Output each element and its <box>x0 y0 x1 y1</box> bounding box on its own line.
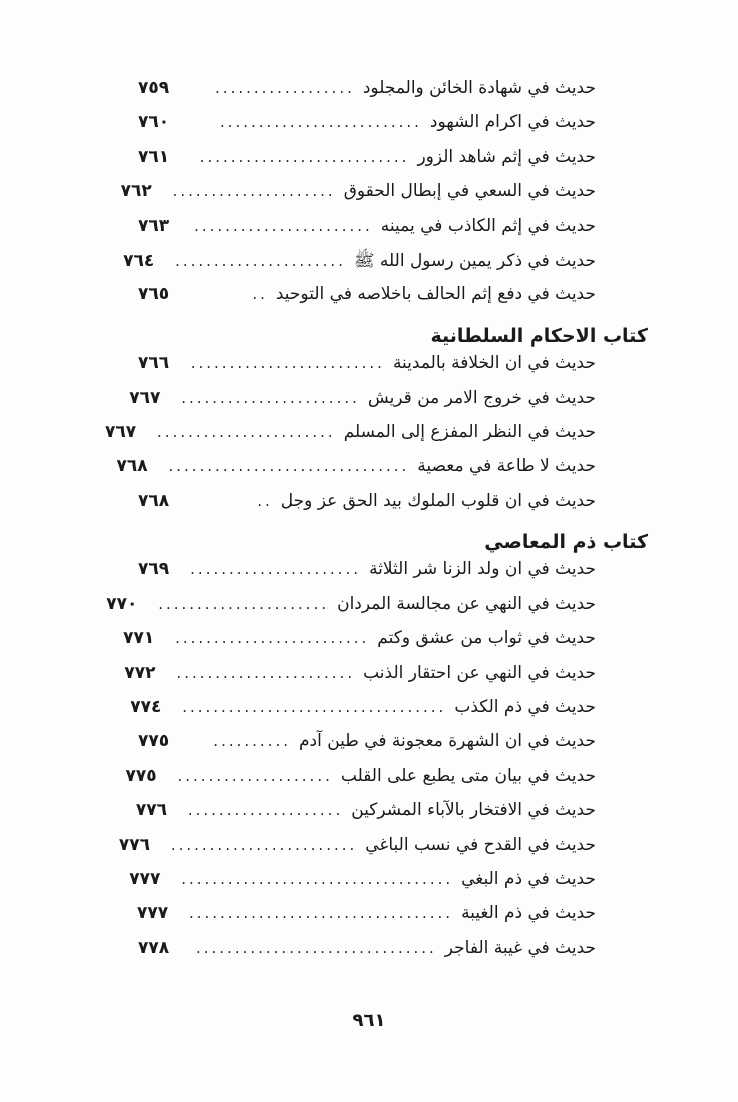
toc-entry <box>120 181 648 215</box>
toc-entry <box>106 593 648 628</box>
toc-entry <box>138 938 648 972</box>
toc-entry-title: حديث لا طاعة في معصية <box>417 456 596 477</box>
toc-entry-page-number: ٧٧٥ <box>138 731 170 752</box>
leader-dots: .................... <box>177 766 333 785</box>
leader-dots: ............................... <box>195 938 437 957</box>
toc-entry-title: حديث في اكرام الشهود <box>429 112 596 133</box>
leader-dots: ................................... <box>181 869 454 888</box>
toc-entry-page-number: ٧٦٤ <box>123 250 155 271</box>
leader-dots: .................................. <box>188 904 454 923</box>
toc-entry <box>138 78 648 112</box>
toc-entry <box>124 662 648 697</box>
leader-dots: .......................... <box>219 113 422 132</box>
toc-entry-page-number: ٧٧٤ <box>130 697 162 718</box>
toc-entry-page-number: ٧٦١ <box>138 146 170 167</box>
toc-entry <box>105 421 648 456</box>
toc-entry-page-number: ٧٧٦ <box>118 834 150 855</box>
toc-entry-page-number: ٧٧٧ <box>136 903 169 924</box>
toc-entry-page-number: ٧٧٠ <box>106 593 138 614</box>
leader-dots: ............................... <box>168 457 410 476</box>
toc-entry-title: حديث في خروج الامر من قريش <box>367 387 596 408</box>
toc-entry-page-number: ٧٦٧ <box>105 421 137 442</box>
toc-entry-title: حديث في ذم الغيبة <box>461 903 596 924</box>
toc-entry-title: حديث في القدح في نسب الباغي <box>365 834 596 855</box>
toc-entry-title: حديث في بيان متى يطبع على القلب <box>340 765 596 786</box>
leader-dots: ........................ <box>170 835 358 854</box>
toc-entry <box>138 216 648 250</box>
toc-entry-title: حديث في ذكر يمين رسول الله ﷺ <box>353 250 596 271</box>
toc-entry-title: حديث في ذم البغي <box>461 868 596 889</box>
toc-entry <box>138 559 648 593</box>
toc-entry-title: حديث في النظر المفزع إلى المسلم <box>343 421 596 442</box>
leader-dots: .................. <box>215 79 355 97</box>
toc-entry <box>138 731 648 765</box>
toc-entry-page-number: ٧٦٢ <box>120 181 152 202</box>
leader-dots: .. <box>252 285 268 304</box>
toc-entry <box>130 697 648 731</box>
toc-entry-title: حديث في ان ولد الزنا شر الثلاثة <box>369 559 596 580</box>
leader-dots: ......................... <box>175 629 370 648</box>
toc-entry-page-number: ٧٦٨ <box>116 456 148 477</box>
toc-entry-title: حديث في ذم الكذب <box>454 697 596 718</box>
leader-dots: ..................... <box>172 182 336 201</box>
toc-entry-page-number: ٧٥٩ <box>138 78 170 98</box>
toc-entry-title: حديث في شهادة الخائن والمجلود <box>362 78 596 98</box>
leader-dots: ....................... <box>194 216 373 235</box>
toc-entry-title: حديث في النهي عن احتقار الذنب <box>363 662 596 683</box>
toc-entry-title: حديث في إثم الكاذب في يمينه <box>380 215 596 236</box>
chapter-heading: كتاب الاحكام السلطانية <box>430 324 648 347</box>
toc-entry-page-number: ٧٦٩ <box>138 559 170 580</box>
toc-entry <box>118 834 648 869</box>
toc-entry-title: حديث في ان الخلافة بالمدينة <box>392 353 596 374</box>
toc-entry <box>123 628 648 662</box>
toc-entry-title: حديث في السعي في إبطال الحقوق <box>343 181 596 202</box>
toc-entry-page-number: ٧٦٥ <box>138 284 170 305</box>
toc-entry <box>138 112 648 146</box>
toc-entry-title: حديث في النهي عن مجالسة المردان <box>337 593 596 614</box>
leader-dots: ........................... <box>199 147 410 166</box>
leader-dots: ....................... <box>181 388 360 407</box>
toc-entry-title: حديث في ان قلوب الملوك بيد الحق عز وجل <box>280 490 596 511</box>
toc-entry-page-number: ٧٦٣ <box>138 215 170 236</box>
leader-dots: .................... <box>187 801 344 820</box>
toc-entry-page-number: ٧٦٧ <box>129 387 161 408</box>
toc-entry-title: حديث في دفع إثم الحالف باخلاصه في التوحيد <box>275 284 596 305</box>
toc-entry <box>116 456 648 490</box>
leader-dots: ....................... <box>157 422 336 441</box>
toc-entry-page-number: ٧٦٨ <box>138 490 170 511</box>
toc-entry <box>138 491 648 525</box>
toc-entry-page-number: ٧٧١ <box>123 628 155 649</box>
toc-entry <box>138 284 648 318</box>
toc-entry-title: حديث في إثم شاهد الزور <box>417 146 596 167</box>
leader-dots: .......... <box>213 732 291 751</box>
toc-entry-title: حديث في غيبة الفاجر <box>444 937 596 958</box>
chapter-heading: كتاب ذم المعاصي <box>484 531 648 554</box>
toc-entry-page-number: ٧٦٠ <box>138 112 170 133</box>
leader-dots: ...................... <box>175 251 346 270</box>
toc-entry-title: حديث في الافتخار بالآباء المشركين <box>351 800 596 821</box>
page-number: ٩٦١ <box>352 1010 386 1031</box>
leader-dots: ...................... <box>190 560 362 579</box>
toc-entry <box>138 903 648 937</box>
toc-entry <box>138 353 648 387</box>
toc-entry <box>129 387 648 422</box>
leader-dots: ......................... <box>190 354 385 373</box>
leader-dots: ....................... <box>176 663 356 682</box>
toc-entry-title: حديث في ان الشهرة معجونة في طين آدم <box>298 731 596 752</box>
toc-entry-page-number: ٧٦٦ <box>138 353 170 374</box>
toc-entry <box>129 868 648 903</box>
leader-dots: ...................... <box>158 594 330 613</box>
toc-entry-title: حديث في ثواب من عشق وكتم <box>377 628 596 649</box>
toc-entry <box>123 250 648 284</box>
toc-entry-page-number: ٧٧٨ <box>138 937 170 958</box>
leader-dots: .................................. <box>182 698 447 717</box>
toc-entry-page-number: ٧٧٥ <box>125 765 157 786</box>
toc-entry-page-number: ٧٧٦ <box>135 800 167 821</box>
toc-entry-page-number: ٧٧٧ <box>129 868 161 889</box>
table-of-contents <box>105 78 648 972</box>
toc-entry <box>135 800 648 834</box>
leader-dots: .. <box>257 491 273 510</box>
toc-entry <box>125 765 648 800</box>
toc-entry-page-number: ٧٧٢ <box>124 662 156 683</box>
toc-entry <box>138 147 648 181</box>
